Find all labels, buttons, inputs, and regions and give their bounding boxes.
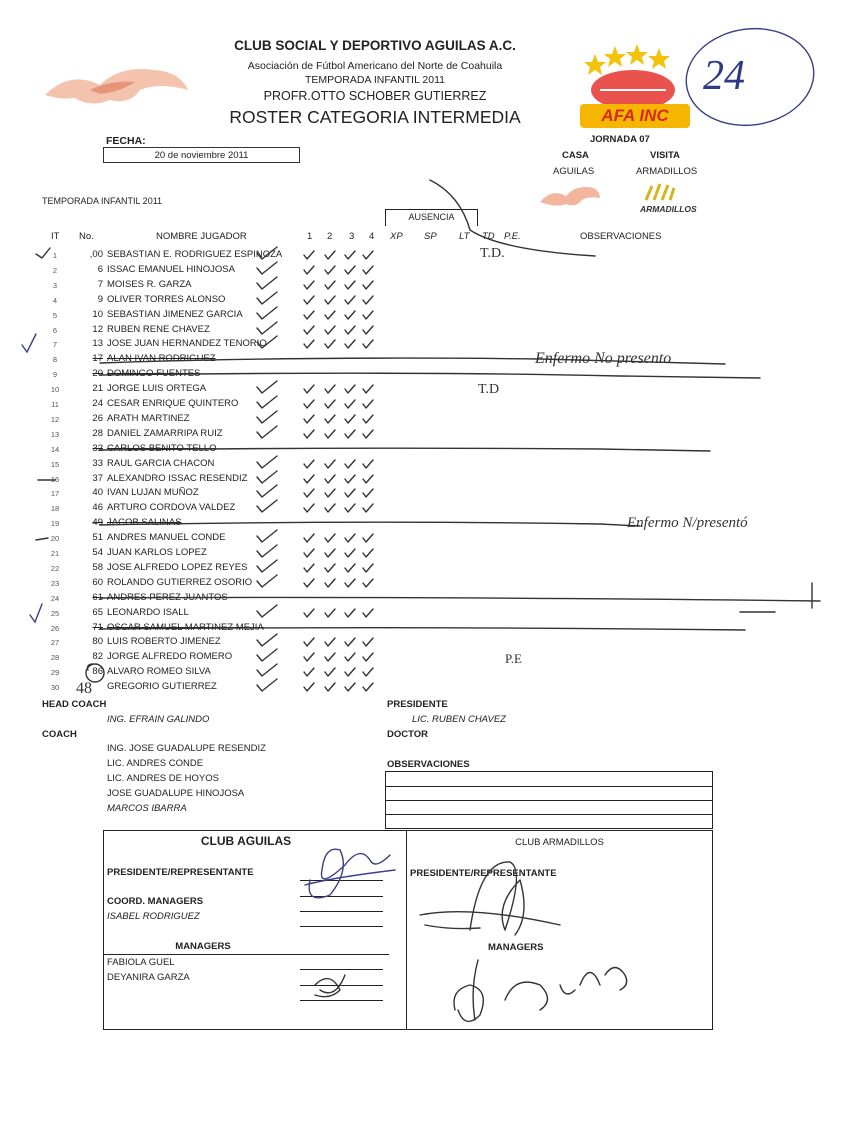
row-player-name: JUAN KARLOS LOPEZ	[107, 547, 207, 558]
row-number: 17	[92, 353, 103, 364]
coach-1: ING. JOSE GUADALUPE RESENDIZ	[107, 743, 266, 754]
col-no: No.	[79, 231, 94, 242]
season-left: TEMPORADA INFANTIL 2011	[42, 196, 163, 206]
coach-2: LIC. ANDRES CONDE	[107, 758, 204, 769]
row-player-name: ISSAC EMANUEL HINOJOSA	[107, 264, 235, 275]
row-it: 25	[50, 609, 60, 618]
col-it: IT	[51, 231, 60, 242]
row-it: 26	[50, 624, 60, 633]
row-player-name: ANDRES PEREZ JUANTOS	[107, 592, 228, 603]
row-number: 12	[92, 324, 103, 335]
ausencia-label: AUSENCIA	[408, 212, 455, 222]
row-number: 58	[92, 562, 103, 573]
row-player-name: JOSE JUAN HERNANDEZ TENORIO	[107, 338, 267, 349]
row-it: 8	[52, 355, 58, 364]
aguilas-pres-rep-label: PRESIDENTE/REPRESENTANTE	[107, 867, 254, 878]
row-it: 16	[50, 475, 60, 484]
row-number: 54	[92, 547, 103, 558]
coach-5: MARCOS IBARRA	[107, 803, 187, 814]
handwritten-number: 24	[703, 53, 745, 99]
row-player-name: ALEXANDRO ISSAC RESENDIZ	[107, 473, 248, 484]
row-number: 71	[92, 622, 103, 633]
afa-logo-text: AFA INC	[601, 106, 669, 125]
row-it: 14	[50, 445, 60, 454]
row-it: 17	[50, 489, 60, 498]
presidente-label: PRESIDENTE	[387, 699, 448, 710]
annotation-td-10: T.D	[478, 382, 500, 397]
coach-3: LIC. ANDRES DE HOYOS	[107, 773, 219, 784]
row-it: 1	[52, 251, 58, 260]
row-number: 32	[92, 443, 103, 454]
doctor-label: DOCTOR	[387, 729, 428, 740]
col-name: NOMBRE JUGADOR	[156, 231, 247, 242]
row-number: 40	[92, 487, 103, 498]
row-number: 61	[92, 592, 103, 603]
col-sp: SP	[424, 231, 437, 242]
row-player-name: DANIEL ZAMARRIPA RUIZ	[107, 428, 223, 439]
row-player-name: MOISES R. GARZA	[107, 279, 192, 290]
observaciones-label: OBSERVACIONES	[387, 759, 470, 770]
row-number: 80	[92, 636, 103, 647]
row-number: 28	[92, 428, 103, 439]
manager-2: DEYANIRA GARZA	[107, 972, 190, 983]
row-number: ,00	[89, 249, 103, 260]
row-player-name: JORGE ALFREDO ROMERO	[107, 651, 233, 662]
club-name: CLUB SOCIAL Y DEPORTIVO AGUILAS A.C.	[234, 38, 516, 53]
row-number: 49	[92, 517, 103, 528]
row-number: 10	[92, 309, 103, 320]
row-player-name: JORGE LUIS ORTEGA	[107, 383, 207, 394]
row-player-name: ARATH MARTINEZ	[107, 413, 190, 424]
row-player-name: JACOB SALINAS	[107, 517, 182, 528]
row-player-name: GREGORIO GUTIERREZ	[107, 681, 217, 692]
annotation-no-48: 48	[76, 680, 92, 697]
row-number: 46	[92, 502, 103, 513]
row-number: 24	[92, 398, 103, 409]
row-it: 18	[50, 504, 60, 513]
season-title: TEMPORADA INFANTIL 2011	[304, 74, 446, 86]
col-q2: 2	[327, 231, 333, 242]
row-number: 60	[92, 577, 103, 588]
row-number: 21	[92, 383, 103, 394]
annotation-enfermo-2: Enfermo N/presentó	[627, 515, 748, 531]
row-it: 28	[50, 653, 60, 662]
row-player-name: ANDRES MANUEL CONDE	[107, 532, 226, 543]
casa-team: AGUILAS	[553, 166, 595, 177]
row-number: 51	[92, 532, 103, 543]
col-xp: XP	[390, 231, 403, 242]
row-it: 7	[52, 340, 58, 349]
row-number: 26	[92, 413, 103, 424]
annotation-pe-28: P.E	[505, 651, 522, 666]
row-player-name: OSCAR SAMUEL MARTINEZ MEJIA	[107, 622, 264, 633]
presidente-name: LIC. RUBEN CHAVEZ	[412, 714, 506, 725]
row-player-name: OLIVER TORRES ALONSO	[107, 294, 226, 305]
row-number: 20	[92, 368, 103, 379]
row-it: 9	[52, 370, 58, 379]
coord-managers-label: COORD. MANAGERS	[107, 896, 204, 907]
row-number: 6	[97, 264, 103, 275]
col-td: TD	[482, 231, 495, 242]
association-name: Asociación de Fútbol Americano del Norte de Coahuila	[247, 60, 503, 72]
row-it: 5	[52, 311, 58, 320]
col-obs: OBSERVACIONES	[580, 231, 662, 242]
armadillos-managers-label: MANAGERS	[488, 942, 544, 953]
casa-label: CASA	[562, 150, 589, 161]
row-it: 15	[50, 460, 60, 469]
row-it: 24	[50, 594, 60, 603]
annotation-td-1: T.D.	[480, 246, 505, 261]
armadillos-pres-rep-label: PRESIDENTE/REPRESENTANTE	[410, 868, 557, 879]
row-it: 27	[50, 638, 60, 647]
manager-1: FABIOLA GUEL	[107, 957, 175, 968]
coord-managers-name: ISABEL RODRIGUEZ	[107, 911, 200, 922]
club-armadillos-label: CLUB ARMADILLOS	[515, 837, 604, 848]
row-number: 65	[92, 607, 103, 618]
row-player-name: ROLANDO GUTIERREZ OSORIO	[107, 577, 253, 588]
col-q3: 3	[349, 231, 355, 242]
coach-title: PROFR.OTTO SCHOBER GUTIERREZ	[263, 89, 487, 103]
jornada-label: JORNADA 07	[590, 134, 650, 145]
row-player-name: CARLOS BENITO TELLO	[107, 443, 217, 454]
coach-label: COACH	[42, 729, 77, 740]
row-number: 9	[97, 294, 103, 305]
row-player-name: LEONARDO ISALL	[107, 607, 189, 618]
fecha-value[interactable]: 20 de noviembre 2011	[103, 147, 300, 163]
annotation-enfermo-1: Enfermo No presento	[535, 350, 672, 367]
row-player-name: JOSE ALFREDO LOPEZ REYES	[107, 562, 248, 573]
aguilas-managers-label: MANAGERS	[175, 941, 231, 952]
row-it: 30	[50, 683, 60, 692]
row-player-name: ALVARO ROMEO SILVA	[107, 666, 211, 677]
club-aguilas-label: CLUB AGUILAS	[200, 834, 292, 848]
row-player-name: ARTURO CORDOVA VALDEZ	[107, 502, 236, 513]
row-player-name: IVAN LUJAN MUÑOZ	[107, 487, 199, 498]
visita-label: VISITA	[650, 150, 680, 161]
fecha-label: FECHA:	[106, 135, 146, 147]
row-it: 21	[50, 549, 60, 558]
row-it: 4	[52, 296, 58, 305]
row-player-name: SEBASTIAN E. RODRIGUEZ ESPINOZA	[107, 249, 283, 260]
row-it: 19	[50, 519, 60, 528]
roster-title: ROSTER CATEGORIA INTERMEDIA	[229, 107, 521, 127]
col-lt: LT	[459, 231, 470, 242]
row-player-name: ALAN IVAN RODRIGUEZ	[107, 353, 216, 364]
row-it: 13	[50, 430, 60, 439]
coach-4: JOSE GUADALUPE HINOJOSA	[107, 788, 245, 799]
row-it: 29	[50, 668, 60, 677]
row-number: 33	[92, 458, 103, 469]
row-it: 12	[50, 415, 60, 424]
row-player-name: LUIS ROBERTO JIMENEZ	[107, 636, 221, 647]
row-it: 11	[51, 400, 59, 409]
row-it: 23	[50, 579, 60, 588]
col-q4: 4	[369, 231, 375, 242]
row-it: 20	[50, 534, 60, 543]
head-coach-label: HEAD COACH	[42, 699, 107, 710]
row-number: 7	[97, 279, 103, 290]
row-player-name: RUBEN RENE CHAVEZ	[107, 324, 210, 335]
row-player-name: RAUL GARCIA CHACON	[107, 458, 215, 469]
visita-team: ARMADILLOS	[636, 166, 698, 177]
head-coach-name: ING. EFRAIN GALINDO	[107, 714, 210, 725]
row-number: 13	[92, 338, 103, 349]
row-it: 3	[52, 281, 58, 290]
row-player-name: DOMINGO FUENTES	[107, 368, 201, 379]
row-it: 2	[52, 266, 58, 275]
row-player-name: CESAR ENRIQUE QUINTERO	[107, 398, 239, 409]
row-it: 10	[50, 385, 60, 394]
row-player-name: SEBASTIAN JIMENEZ GARCIA	[107, 309, 243, 320]
row-it: 22	[50, 564, 60, 573]
row-it: 6	[52, 326, 58, 335]
armadillos-logo-text: ARMADILLOS	[640, 204, 697, 214]
row-number: 37	[92, 473, 103, 484]
row-number: 86	[92, 666, 103, 677]
col-pe: P.E.	[504, 231, 521, 242]
col-q1: 1	[307, 231, 313, 242]
row-number: 82	[92, 651, 103, 662]
